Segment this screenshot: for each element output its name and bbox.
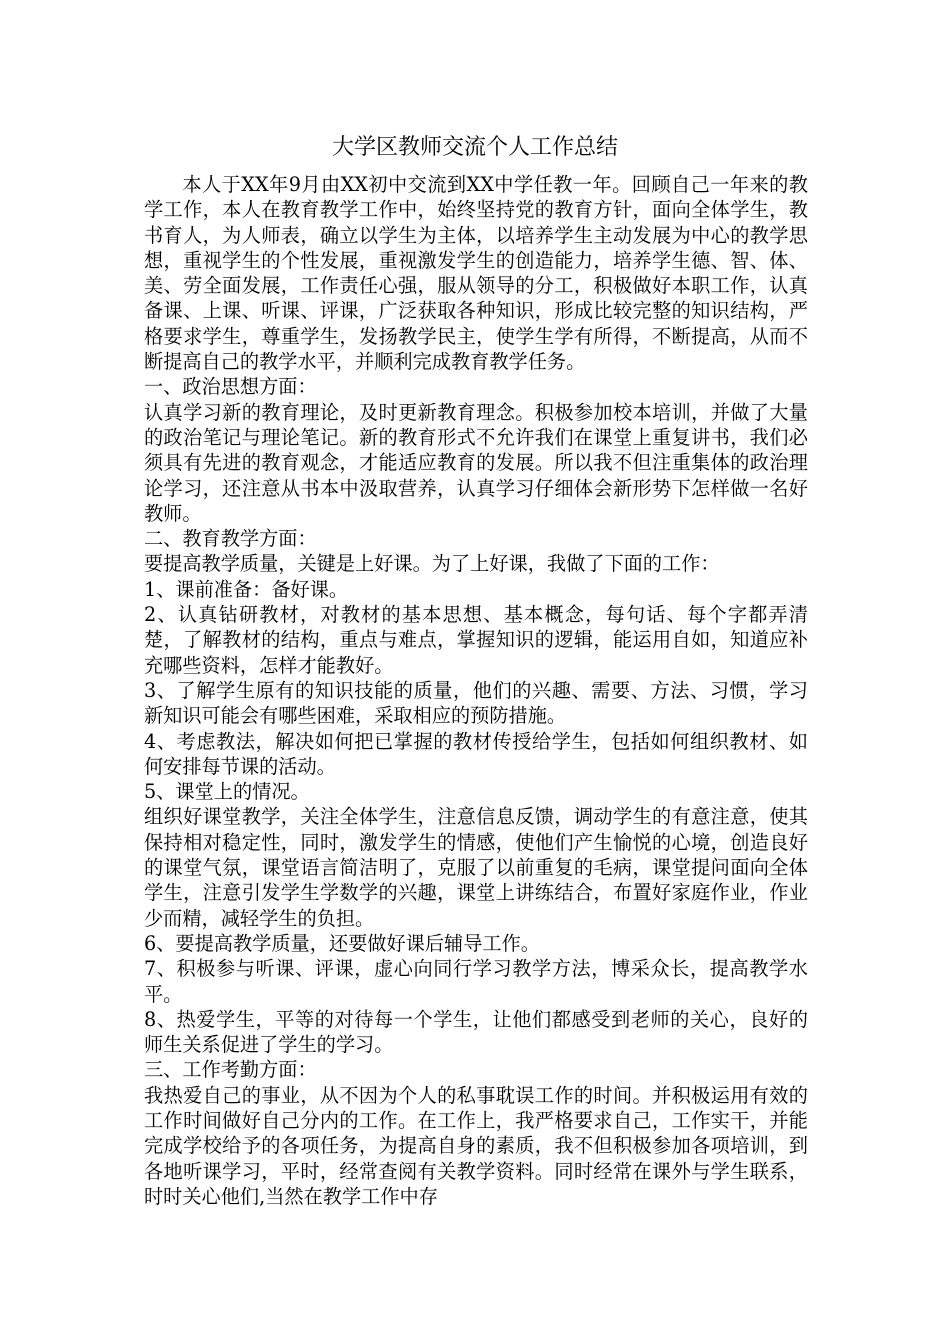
list-item: 1、课前准备：备好课。 bbox=[144, 577, 349, 601]
intro-paragraph: 本人于XX年9月由XX初中交流到XX中学任教一年。回顾自己一年来的教学工作，本人在教育教学工作中，始终坚持党的教育方针，面向全体学生，教书育人，为人师表，确立以学生为主体，以培养学生主动发展为中心的教学思想，重视学生的个性发展，重视激发学生的创造能力，培养学生德、智、体、美、劳全面发展，工作责任心强，服从领导的分工，积极做好本职工作，认真备课、上课、听课、评课，广泛获取各种知识，形成比较完整的知识结构，严格要求学生，尊重学生，发扬教学民主，使学生学有所得，不断提高，从而不断提高自己的教学水平，并顺利完成教育教学任务。 bbox=[144, 173, 808, 374]
list-item: 3、了解学生原有的知识技能的质量，他们的兴趣、需要、方法、习惯，学习新知识可能会有哪些困难，采取相应的预防措施。 bbox=[144, 678, 808, 728]
list-item: 4、考虑教法，解决如何把已掌握的教材传授给学生，包括如何组织教材、如何安排每节课的活动。 bbox=[144, 729, 808, 778]
attendance-paragraph: 我热爱自己的事业，从不因为个人的私事耽误工作的时间。并积极运用有效的工作时间做好自己分内的工作。在工作上，我严格要求自己，工作实干，并能完成学校给予的各项任务，为提高自身的素质，我不但积极参加各项培训，到各地听课学习，平时，经常查阅有关教学资料。同时经常在课外与学生联系，时时关心他们,当然在教学工作中存 bbox=[144, 1083, 808, 1208]
teaching-intro-paragraph: 要提高教学质量，关键是上好课。为了上好课，我做了下面的工作： bbox=[144, 552, 720, 576]
section-heading-political: 一、政治思想方面： bbox=[144, 375, 317, 399]
document-title: 大学区教师交流个人工作总结 bbox=[331, 135, 618, 160]
classroom-paragraph: 组织好课堂教学，关注全体学生，注意信息反馈，调动学生的有意注意，使其保持相对稳定性，同时，激发学生的情感，使他们产生愉悦的心境，创造良好的课堂气氛，课堂语言简洁明了，克服了以前重复的毛病，课堂提问面向全体学生，注意引发学生学数学的兴趣，课堂上讲练结合，布置好家庭作业，作业少而精，减轻学生的负担。 bbox=[144, 805, 808, 930]
political-paragraph: 认真学习新的教育理论，及时更新教育理念。积极参加校本培训，并做了大量的政治笔记与理论笔记。新的教育形式不允许我们在课堂上重复讲书，我们必须具有先进的教育观念，才能适应教育的发展。所以我不但注重集体的政治理论学习，还注意从书本中汲取营养，认真学习仔细体会新形势下怎样做一名好教师。 bbox=[144, 400, 808, 525]
list-item: 2、认真钻研教材，对教材的基本思想、基本概念，每句话、每个字都弄清楚，了解教材的结构，重点与难点，掌握知识的逻辑，能运用自如，知道应补充哪些资料，怎样才能教好。 bbox=[144, 603, 808, 677]
list-item: 6、要提高教学质量，还要做好课后辅导工作。 bbox=[144, 931, 540, 955]
section-heading-teaching: 二、教育教学方面： bbox=[144, 527, 317, 551]
section-heading-attendance: 三、工作考勤方面： bbox=[144, 1058, 317, 1082]
list-item: 8、热爱学生，平等的对待每一个学生，让他们都感受到老师的关心，良好的师生关系促进了学生的学习。 bbox=[144, 1007, 808, 1057]
list-item: 5、课堂上的情况。 bbox=[144, 780, 310, 804]
document-body bbox=[144, 172, 808, 1209]
list-item: 7、积极参与听课、评课，虚心向同行学习教学方法，博采众长，提高教学水平。 bbox=[144, 957, 808, 1006]
